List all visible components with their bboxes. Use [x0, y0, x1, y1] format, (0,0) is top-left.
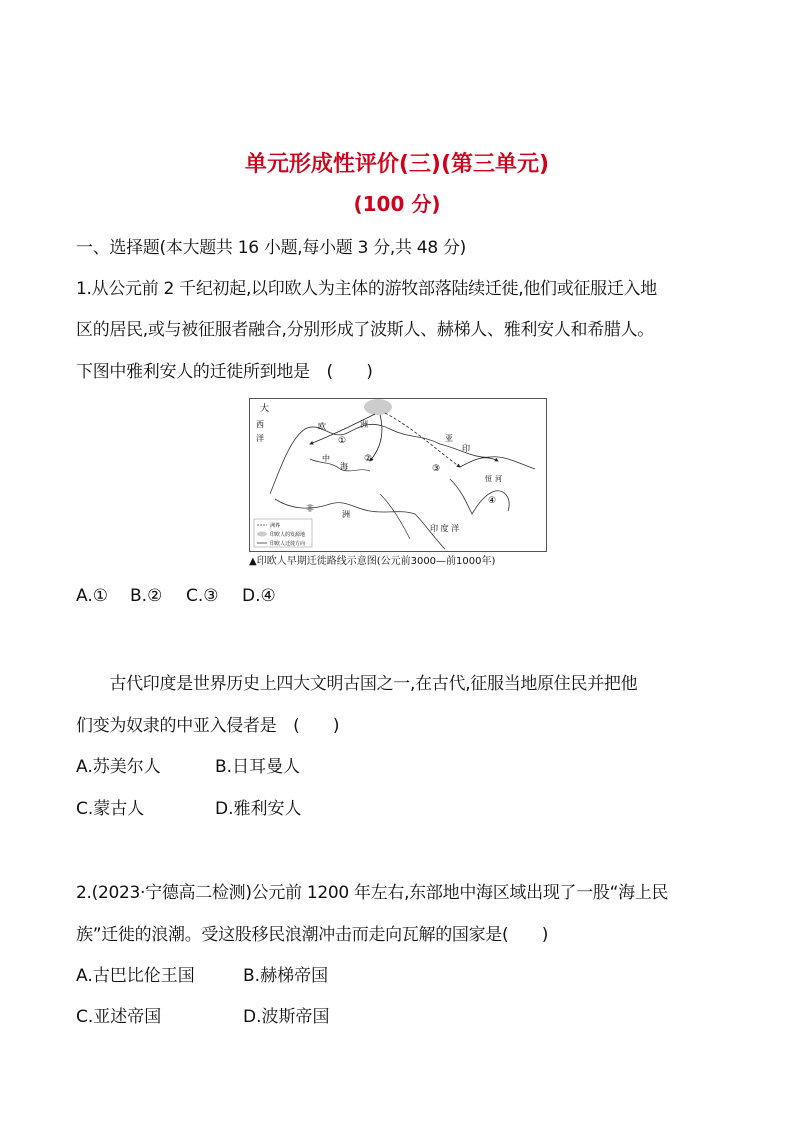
map-label-heng: 恒	[485, 475, 492, 483]
map-label-xi: 西	[256, 420, 264, 429]
q2-line-2: 族”迁徙的浪潮。受这股移民浪潮冲击而走向瓦解的国家是( )	[76, 925, 549, 945]
map-label-zhou: 洲	[360, 420, 368, 429]
legend-border: 洲界	[270, 523, 281, 529]
q-extra-line-1: 古代印度是世界历史上四大文明古国之一,在古代,征服当地原住民并把他	[76, 674, 638, 694]
map-label-fei: 非	[306, 504, 314, 513]
map-label-ya: 亚	[445, 434, 453, 443]
q1-option-a[interactable]: A.①	[76, 586, 108, 606]
q1-option-b[interactable]: B.②	[130, 586, 163, 606]
map-label-indian-ocean: 印 度 洋	[430, 524, 460, 533]
map-label-he: 河	[495, 475, 502, 483]
q1-line-2: 区的居民,或与被征服者融合,分别形成了波斯人、赫梯人、雅利安人和希腊人。	[76, 320, 655, 340]
map-label-zhong: 中	[322, 454, 330, 463]
section-heading: 一、选择题(本大题共 16 小题,每小题 3 分,共 48 分)	[76, 238, 466, 258]
map-label-feizhou: 洲	[342, 510, 350, 519]
page-title: 单元形成性评价(三)(第三单元)	[244, 152, 550, 177]
map-label-yang: 洋	[256, 434, 264, 443]
map-marker-4: ④	[488, 496, 497, 506]
q-extra-line-2: 们变为奴隶的中亚入侵者是 ( )	[76, 716, 340, 736]
q1-option-d[interactable]: D.④	[242, 586, 276, 606]
map-label-da: 大	[260, 404, 270, 414]
q2-option-b[interactable]: B.赫梯帝国	[243, 966, 329, 986]
q-extra-option-a[interactable]: A.苏美尔人	[76, 757, 161, 777]
q1-option-c[interactable]: C.③	[186, 586, 219, 606]
q1-line-1: 1.从公元前 2 千纪初起,以印欧人为主体的游牧部落陆续迁徙,他们或征服迁入地	[76, 279, 657, 299]
map-marker-1: ①	[338, 436, 347, 446]
map-label-ou: 欧	[318, 422, 326, 431]
q2-option-d[interactable]: D.波斯帝国	[243, 1007, 330, 1027]
q2-line-1: 2.(2023·宁德高二检测)公元前 1200 年左右,东部地中海区域出现了一股“海上民	[76, 883, 669, 903]
q2-option-c[interactable]: C.亚述帝国	[76, 1007, 162, 1027]
q-extra-option-c[interactable]: C.蒙古人	[76, 799, 145, 819]
map-marker-3: ③	[432, 464, 441, 474]
migration-map	[249, 398, 547, 552]
q1-line-3: 下图中雅利安人的迁徙所到地是 ( )	[76, 362, 373, 382]
legend-origin: 印欧人的发源地	[270, 532, 306, 538]
map-label-yin: 印	[462, 444, 470, 453]
q-extra-option-b[interactable]: B.日耳曼人	[215, 757, 301, 777]
score-label: (100 分)	[353, 192, 441, 216]
legend-direction: 印欧人迁徙方向	[270, 541, 306, 547]
map-label-hai: 海	[340, 462, 348, 471]
map-caption: ▲印欧人早期迁徙路线示意图(公元前3000—前1000年)	[249, 556, 496, 567]
q2-option-a[interactable]: A.古巴比伦王国	[76, 966, 195, 986]
q-extra-option-d[interactable]: D.雅利安人	[215, 799, 302, 819]
map-marker-2: ②	[364, 454, 373, 464]
